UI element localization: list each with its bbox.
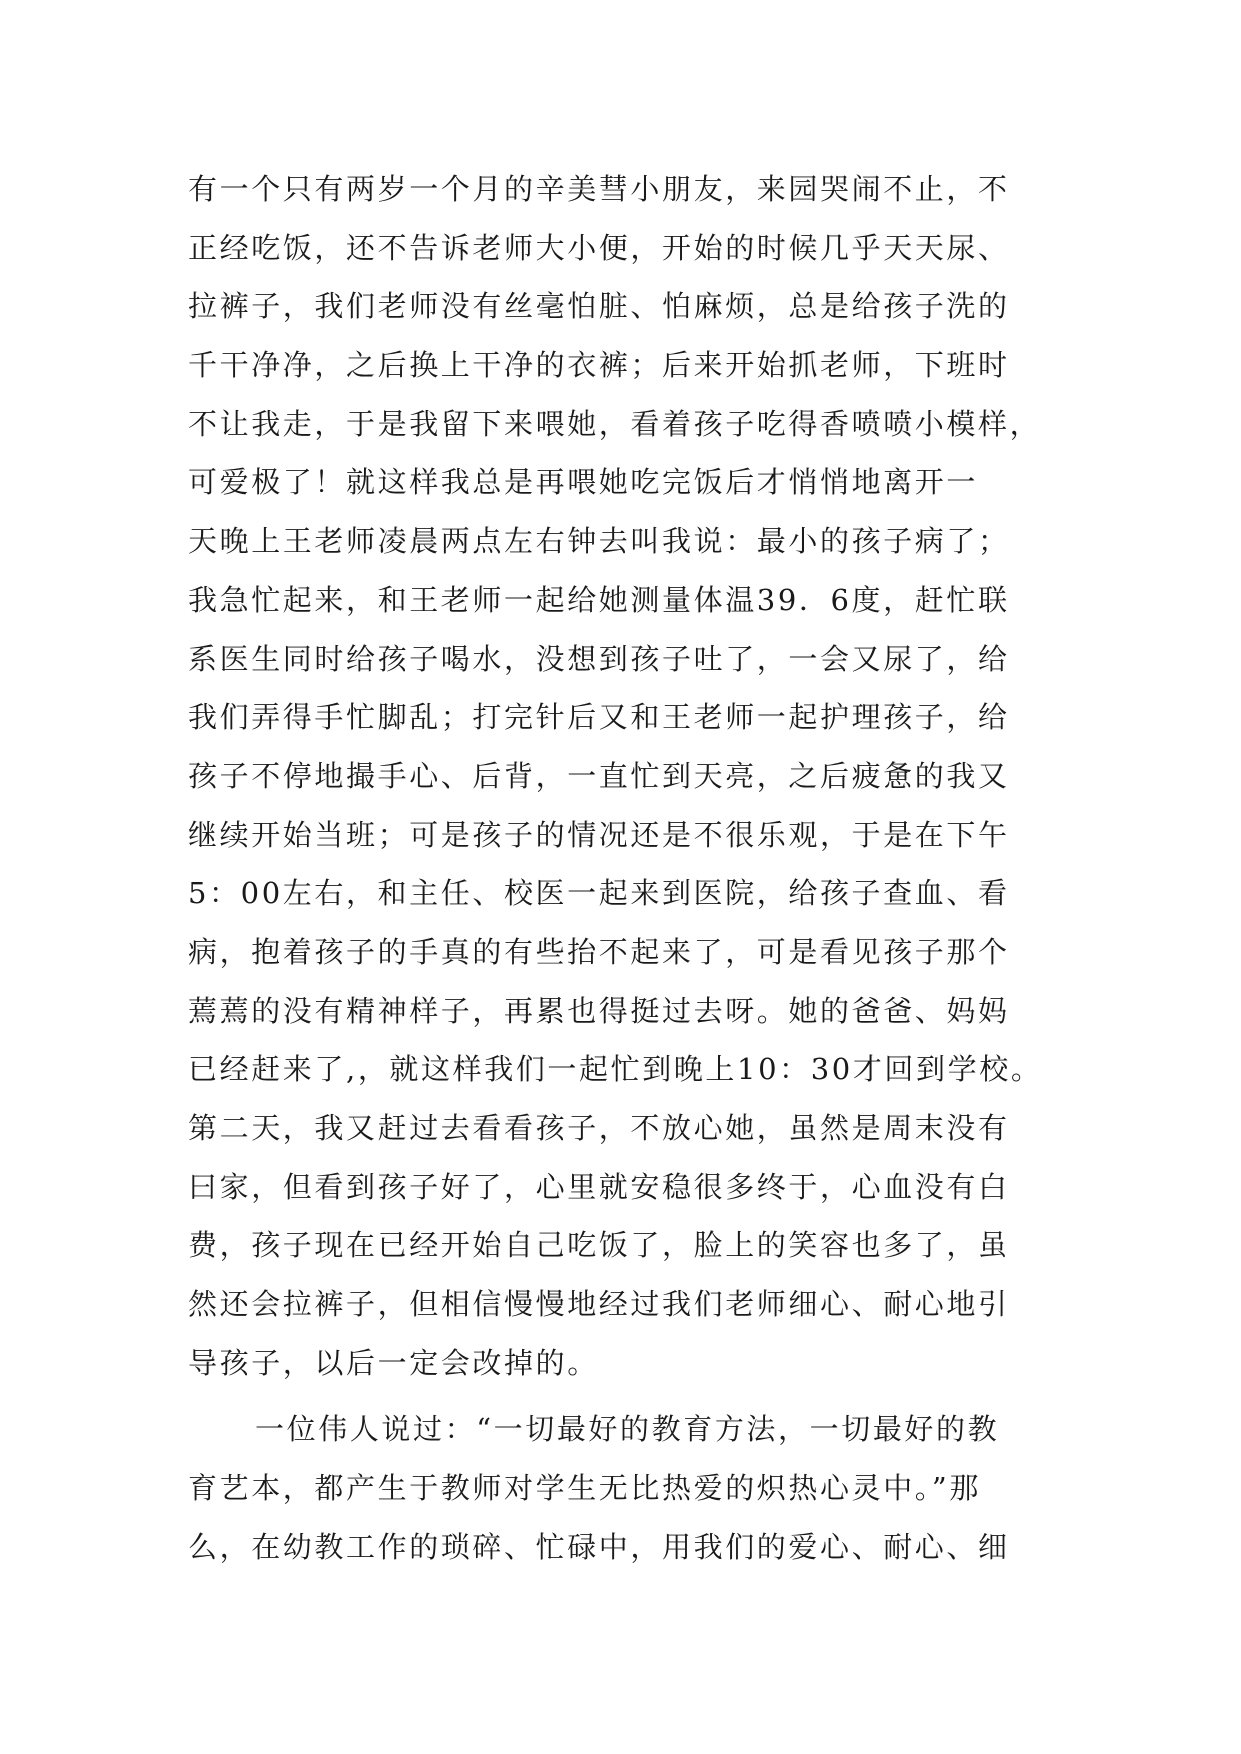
text-line: 蔫蔫的没有精神样子，再累也得挺过去呀。她的爸爸、妈妈 (188, 993, 1010, 1028)
text-line: 费，孩子现在已经开始自己吃饭了，脸上的笑容也多了，虽 (188, 1228, 1010, 1263)
body-text (188, 160, 1068, 1577)
text-line: 系医生同时给孩子喝水，没想到孩子吐了，一会又尿了，给 (188, 641, 1010, 676)
text-line: 第二天，我又赶过去看看孩子，不放心她，虽然是周末没有 (188, 1111, 1010, 1145)
text-line: 有一个只有两岁一个月的辛美彗小朋友，来园哭闹不止，不 (188, 172, 1010, 206)
text-line: 然还会拉裤子，但相信慢慢地经过我们老师细心、耐心地引 (188, 1287, 1010, 1322)
text-line: 病，抱着孩子的手真的有些抬不起来了，可是看见孩子那个 (188, 934, 1010, 969)
paragraph-gap (188, 1392, 1068, 1400)
text-line: 天晚上王老师凌晨两点左右钟去叫我说：最小的孩子病了； (188, 524, 1010, 559)
text-line: 继续开始当班；可是孩子的情况还是不很乐观，于是在下午 (188, 817, 1010, 852)
text-line: 一位伟人说过：“一切最好的教育方法，一切最好的教 (255, 1412, 1000, 1447)
text-line: 育艺本，都产生于教师对学生无比热爱的炽热心灵中。”那 (188, 1471, 981, 1506)
text-line: 千干净净，之后换上干净的衣裤；后来开始抓老师，下班时 (188, 348, 1010, 383)
text-line: 拉裤子，我们老师没有丝毫怕脏、怕麻烦，总是给孩子洗的 (188, 289, 1010, 324)
text-line: 已经赶来了,，就这样我们一起忙到晚上10：30才回到学校。 (188, 1052, 1043, 1087)
text-line: 我急忙起来，和王老师一起给她测量体温39．6度，赶忙联 (188, 582, 1010, 617)
text-line: 导孩子，以后一定会改掉的。 (188, 1345, 599, 1380)
paragraph-2 (188, 1400, 1068, 1576)
text-line: 5：00左右，和主任、校医一起来到医院，给孩子查血、看 (188, 876, 1010, 911)
text-line: 我们弄得手忙脚乱；打完针后又和王老师一起护理孩子，给 (188, 700, 1010, 735)
text-line: 曰家，但看到孩子好了，心里就安稳很多终于，心血没有白 (188, 1169, 1010, 1204)
text-line: 么，在幼教工作的琐碎、忙碌中，用我们的爱心、耐心、细 (188, 1529, 1010, 1564)
text-line: 孩子不停地撮手心、后背，一直忙到天亮，之后疲惫的我又 (188, 758, 1010, 793)
text-line: 可爱极了！就这样我总是再喂她吃完饭后才悄悄地离开一 (188, 465, 979, 500)
paragraph-1 (188, 160, 1068, 1392)
text-line: 不让我走，于是我留下来喂她，看着孩子吃得香喷喷小模样， (188, 406, 1042, 441)
text-line: 正经吃饭，还不告诉老师大小便，开始的时候几乎天天尿、 (188, 230, 1010, 265)
